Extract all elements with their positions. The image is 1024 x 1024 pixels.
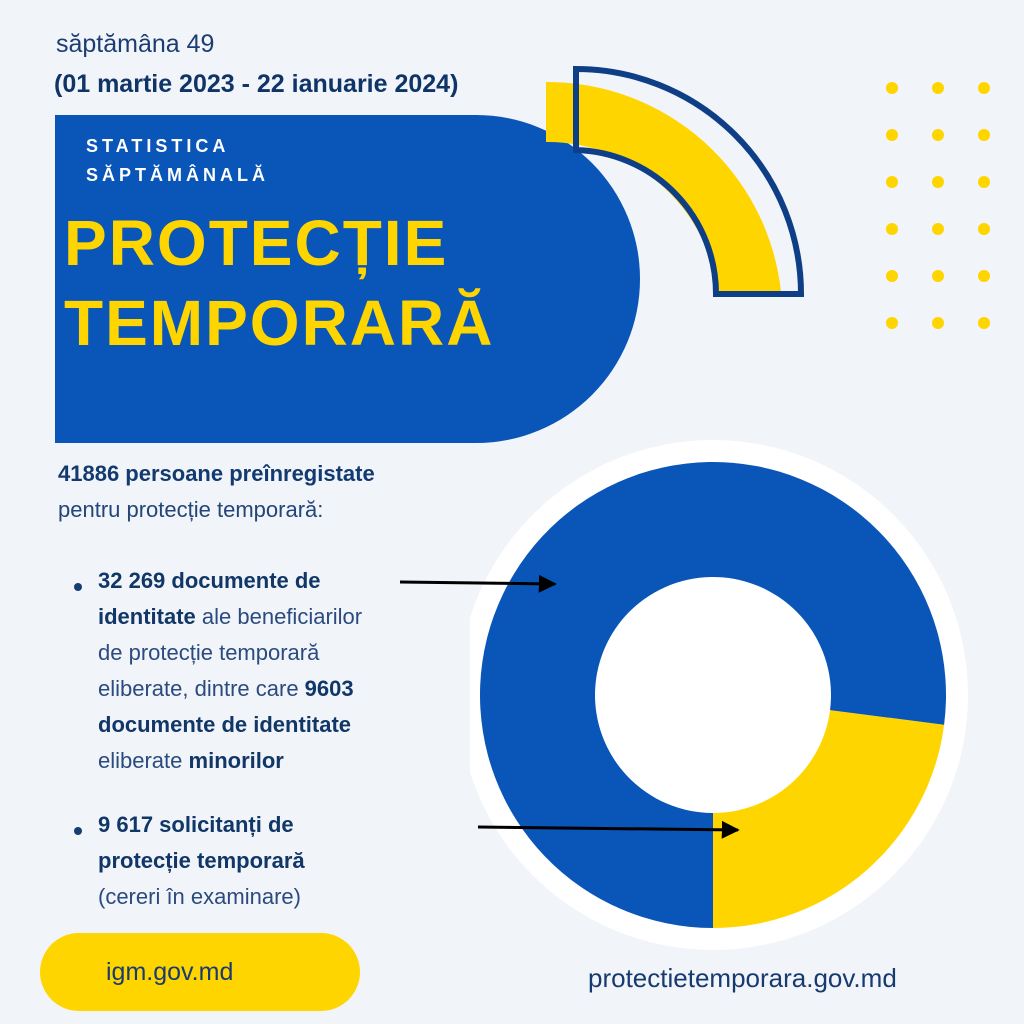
intro-count: 41886 persoane preînregistate — [58, 461, 375, 486]
title-line-1: PROTECȚIE — [64, 207, 449, 279]
bullet-line — [98, 712, 351, 738]
period-label: (01 martie 2023 - 22 ianuarie 2024) — [54, 70, 459, 98]
bullet-line — [98, 640, 319, 666]
kicker-line-1: STATISTICA — [86, 136, 230, 156]
decor-dot — [978, 176, 990, 188]
decor-dot — [886, 223, 898, 235]
decor-dot — [978, 223, 990, 235]
bullet-text: ale beneficiarilor — [195, 604, 363, 629]
bullet-marker — [74, 583, 82, 591]
bullet-line — [98, 748, 284, 774]
bullet-marker — [74, 827, 82, 835]
decor-dot — [978, 129, 990, 141]
decor-dot — [932, 82, 944, 94]
bullet-text: de protecție temporară — [98, 640, 320, 665]
decor-dot — [886, 129, 898, 141]
decor-dot — [886, 82, 898, 94]
bullet-text-bold: protecție temporară — [98, 848, 305, 873]
bullet-text: (cereri în examinare) — [98, 884, 301, 909]
decor-dot — [978, 270, 990, 282]
bullet-text: eliberate, dintre care — [98, 676, 305, 701]
decor-dot — [932, 270, 944, 282]
bullet-line — [98, 568, 321, 594]
bullet-text-bold: 9603 — [304, 676, 354, 701]
decor-dot — [932, 129, 944, 141]
decor-dot — [978, 317, 990, 329]
bullet-text: eliberate — [98, 748, 189, 773]
kicker-line-2: SĂPTĂMÂNALĂ — [86, 165, 269, 185]
bullet-line — [98, 848, 305, 874]
bullet-text-bold: 9 617 solicitanți de — [98, 812, 294, 837]
bullet-line — [98, 884, 301, 910]
bullet-text-bold: 32 269 documente de — [98, 568, 321, 593]
week-label: săptămâna 49 — [56, 30, 215, 58]
decor-dot — [886, 317, 898, 329]
igm-link-text[interactable]: igm.gov.md — [106, 958, 234, 986]
site-url[interactable]: protectietemporara.gov.md — [588, 963, 897, 993]
bullet-text-bold: identitate — [98, 604, 196, 629]
decor-dot — [932, 317, 944, 329]
bullet-text-bold: minorilor — [188, 748, 284, 773]
decor-dot — [886, 270, 898, 282]
decor-dot — [932, 223, 944, 235]
bullet-text-bold: documente de identitate — [98, 712, 352, 737]
bullet-line — [98, 604, 362, 630]
bullet-line — [98, 812, 294, 838]
decor-dot — [978, 82, 990, 94]
dot-grid-decoration — [886, 82, 1006, 342]
bullet-line — [98, 676, 354, 702]
decor-dot — [886, 176, 898, 188]
title-line-2: TEMPORARĂ — [64, 287, 495, 359]
intro-text: pentru protecție temporară: — [58, 497, 324, 522]
decorative-arc — [500, 60, 820, 310]
decor-dot — [932, 176, 944, 188]
donut-chart — [470, 440, 990, 960]
